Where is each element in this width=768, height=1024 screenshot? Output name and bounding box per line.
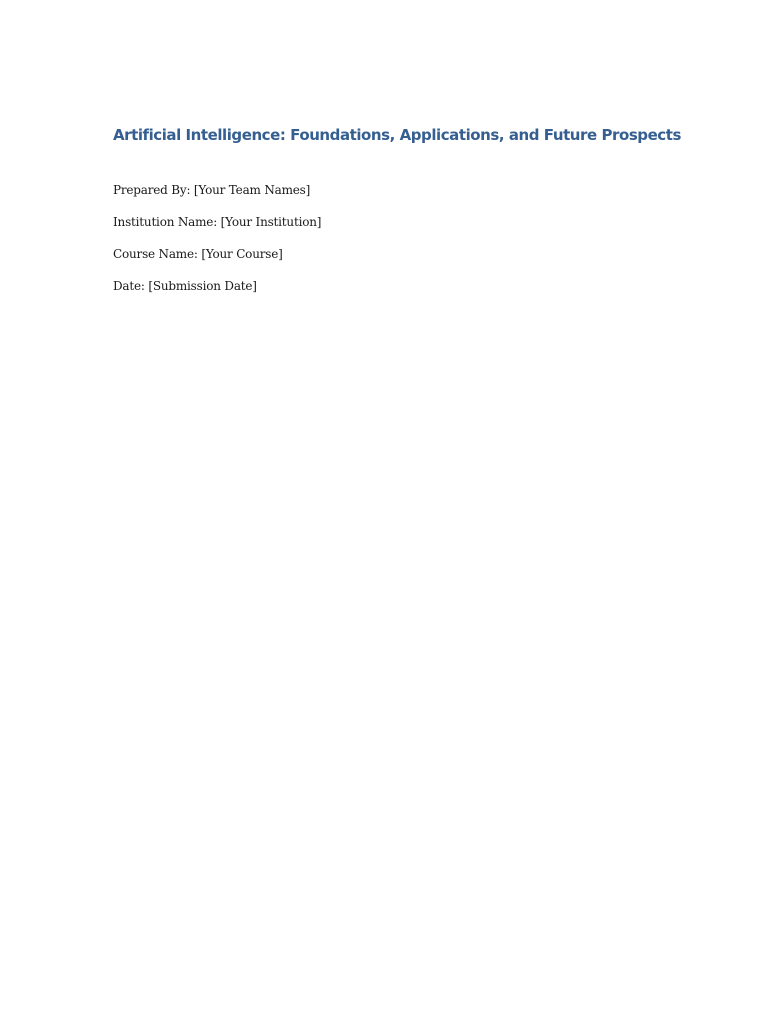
institution-name-line: Institution Name: [Your Institution]	[113, 215, 322, 229]
date-line: Date: [Submission Date]	[113, 279, 257, 293]
prepared-by-line: Prepared By: [Your Team Names]	[113, 183, 311, 197]
document-title: Artificial Intelligence: Foundations, Applications, and Future Prospects	[113, 126, 681, 144]
course-name-line: Course Name: [Your Course]	[113, 247, 283, 261]
